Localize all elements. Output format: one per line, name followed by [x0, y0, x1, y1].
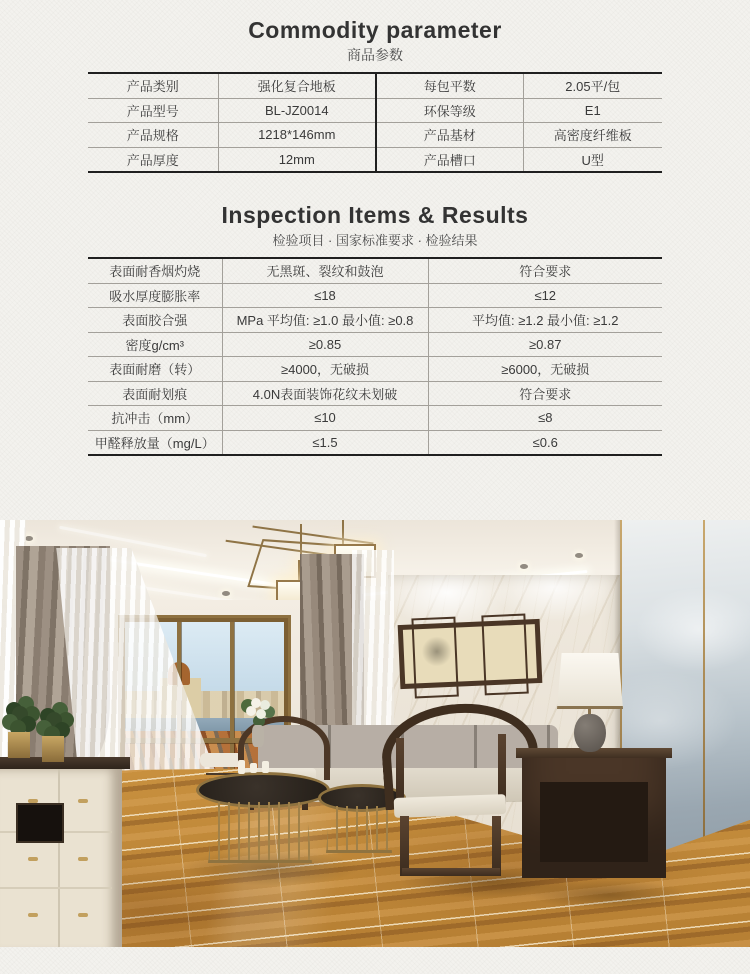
param-label: 产品型号	[88, 98, 218, 123]
param-value: 高密度纤维板	[523, 123, 662, 148]
living-room-photo	[0, 520, 750, 947]
flower-bouquet	[246, 706, 256, 716]
inspection-item: 甲醛释放量（mg/L）	[88, 430, 222, 455]
inspection-result: ≤8	[428, 406, 662, 431]
commodity-title-zh: 商品参数	[347, 47, 403, 63]
inspection-result: ≤12	[428, 283, 662, 308]
table-row	[88, 98, 662, 123]
inspection-item: 表面耐划痕	[88, 381, 222, 406]
wall-art	[397, 613, 542, 695]
param-label: 每包平数	[376, 73, 523, 98]
candle	[238, 760, 245, 774]
param-value: 2.05平/包	[523, 73, 662, 98]
tv-cabinet	[0, 769, 122, 947]
tv-cabinet-top	[0, 757, 130, 769]
param-value: U型	[523, 147, 662, 172]
inspection-result: ≥0.87	[428, 332, 662, 357]
inspection-item: 表面耐香烟灼烧	[109, 264, 201, 280]
inspection-title-en: Inspection Items & Results	[221, 202, 529, 228]
standard-requirement: ≤1.5	[222, 430, 428, 455]
inspection-item: 吸水厚度膨胀率	[88, 283, 222, 308]
inspection-item: 抗冲击（mm）	[88, 406, 222, 431]
standard-requirement: ≥0.85	[222, 332, 428, 357]
inspection-result: 平均值: ≥1.2 最小值: ≥1.2	[428, 308, 662, 333]
table-row	[88, 406, 662, 431]
param-label: 产品槽口	[376, 147, 523, 172]
inspection-result: ≤0.6	[428, 430, 662, 455]
horseshoe-chair-cushion	[394, 794, 507, 818]
wall-art-lattice	[481, 614, 528, 696]
table-row	[88, 123, 662, 148]
table-row	[88, 381, 662, 406]
commodity-title-en: Commodity parameter	[248, 17, 502, 43]
coffee-table-small-base	[326, 806, 392, 853]
inspection-result: 符合要求	[428, 381, 662, 406]
table-lamp-base	[574, 714, 606, 752]
recessed-spotlight	[25, 536, 33, 541]
table-row	[88, 308, 662, 333]
tv-screen	[16, 803, 64, 843]
plant-pot	[42, 736, 64, 762]
recessed-spotlight	[222, 591, 230, 596]
standard-requirement: 无黑斑、裂纹和鼓泡	[222, 258, 428, 283]
standard-requirement: ≥4000，无破损	[222, 357, 428, 382]
param-value: E1	[523, 98, 662, 123]
param-label: 产品厚度	[88, 147, 218, 172]
param-label: 产品基材	[376, 123, 523, 148]
inspection-result: 符合要求	[428, 258, 662, 283]
standard-requirement: ≤10	[222, 406, 428, 431]
table-row	[88, 332, 662, 357]
param-value: 强化复合地板	[218, 73, 376, 98]
recessed-spotlight	[575, 553, 583, 558]
standard-requirement: ≤18	[222, 283, 428, 308]
inspection-item: 表面耐磨（转）	[88, 357, 222, 382]
param-value: 12mm	[218, 147, 376, 172]
param-label: 产品规格	[88, 123, 218, 148]
horseshoe-chair-stretcher	[402, 868, 500, 876]
coffee-table-large-base	[208, 802, 312, 863]
table-row	[88, 258, 662, 283]
candle	[250, 763, 257, 773]
inspection-title-zh: 检验项目 · 国家标准要求 · 检验结果	[272, 233, 478, 248]
plant-pot	[8, 732, 30, 758]
param-value: BL-JZ0014	[218, 98, 376, 123]
table-row	[88, 147, 662, 172]
inspection-result: ≥6000，无破损	[428, 357, 662, 382]
horseshoe-chair-base	[400, 816, 409, 876]
inspection-item: 密度g/cm³	[88, 332, 222, 357]
flower-vase	[252, 725, 264, 747]
floor-shadow	[530, 880, 690, 910]
inspection-item: 表面胶合强	[88, 308, 222, 333]
horseshoe-chair-base	[492, 816, 501, 876]
wall-art-motif	[416, 631, 458, 673]
inspection-results-table	[88, 257, 662, 456]
param-value: 1218*146mm	[218, 123, 376, 148]
table-lamp-shade	[557, 653, 623, 709]
recessed-spotlight	[520, 564, 528, 569]
gold-wall-trim	[703, 520, 705, 855]
table-row	[88, 430, 662, 455]
param-label: 产品类别	[126, 79, 179, 95]
table-row	[88, 357, 662, 382]
candle	[262, 761, 269, 773]
side-table-opening	[540, 782, 648, 862]
table-row	[88, 283, 662, 308]
param-label: 环保等级	[376, 98, 523, 123]
table-row	[88, 73, 662, 98]
commodity-parameter-table	[88, 72, 662, 173]
standard-requirement: MPa 平均值: ≥1.0 最小值: ≥0.8	[222, 308, 428, 333]
standard-requirement: 4.0N表面装饰花纹未划破	[222, 381, 428, 406]
